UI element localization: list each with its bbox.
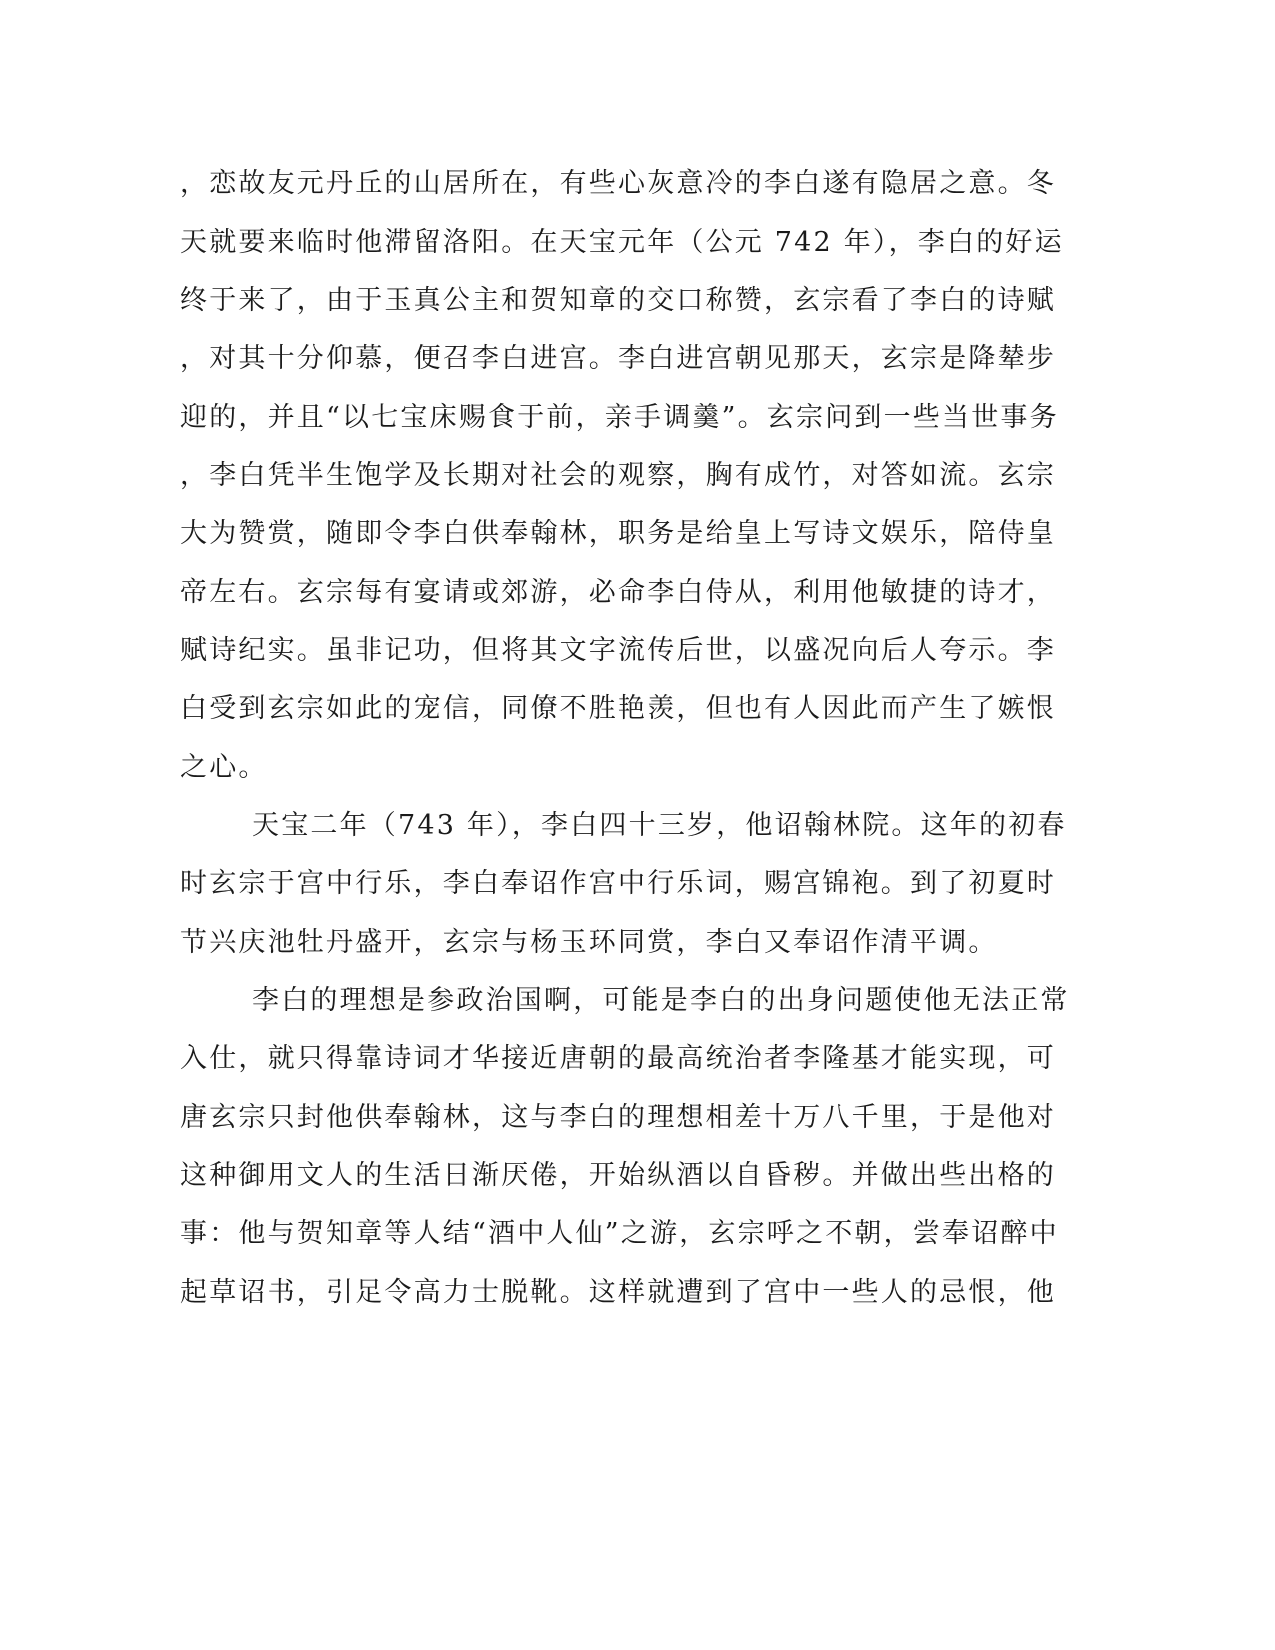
text-line: 节兴庆池牡丹盛开，玄宗与杨玉环同赏，李白又奉诏作清平调。 [180,927,998,958]
text-line: 大为赞赏，随即令李白供奉翰林，职务是给皇上写诗文娱乐，陪侍皇 [180,518,1056,549]
text-line: ，恋故友元丹丘的山居所在，有些心灰意冷的李白遂有隐居之意。冬 [180,168,1056,199]
paragraph-first-line: 李白的理想是参政治国啊，可能是李白的出身问题使他无法正常 [252,985,1070,1016]
text-line: 时玄宗于宫中行乐，李白奉诏作宫中行乐词，赐宫锦袍。到了初夏时 [180,868,1056,899]
text-line: 唐玄宗只封他供奉翰林，这与李白的理想相差十万八千里，于是他对 [180,1102,1056,1133]
text-line: 入仕，就只得靠诗词才华接近唐朝的最高统治者李隆基才能实现，可 [180,1043,1056,1074]
text-line: 白受到玄宗如此的宠信，同僚不胜艳羡，但也有人因此而产生了嫉恨 [180,693,1056,724]
paragraph-first-line: 天宝二年（743 年），李白四十三岁，他诏翰林院。这年的初春 [252,810,1067,841]
text-line: 终于来了，由于玉真公主和贺知章的交口称赞，玄宗看了李白的诗赋 [180,285,1056,316]
text-line: 事：他与贺知章等人结“酒中人仙”之游，玄宗呼之不朝，尝奉诏醉中 [180,1218,1059,1249]
text-line: 赋诗纪实。虽非记功，但将其文字流传后世，以盛况向后人夸示。李 [180,635,1056,666]
text-line: ，李白凭半生饱学及长期对社会的观察，胸有成竹，对答如流。玄宗 [180,460,1056,491]
text-line: 帝左右。玄宗每有宴请或郊游，必命李白侍从，利用他敏捷的诗才， [180,577,1056,608]
text-line: 这种御用文人的生活日渐厌倦，开始纵酒以自昏秽。并做出些出格的 [180,1160,1056,1191]
text-line: 起草诏书，引足令高力士脱靴。这样就遭到了宫中一些人的忌恨，他 [180,1277,1056,1308]
text-line: ，对其十分仰慕，便召李白进宫。李白进宫朝见那天，玄宗是降辇步 [180,343,1056,374]
text-line: 迎的，并且“以七宝床赐食于前，亲手调羹”。玄宗问到一些当世事务 [180,402,1059,433]
text-line: 之心。 [180,752,268,783]
text-line: 天就要来临时他滞留洛阳。在天宝元年（公元 742 年），李白的好运 [180,227,1064,258]
